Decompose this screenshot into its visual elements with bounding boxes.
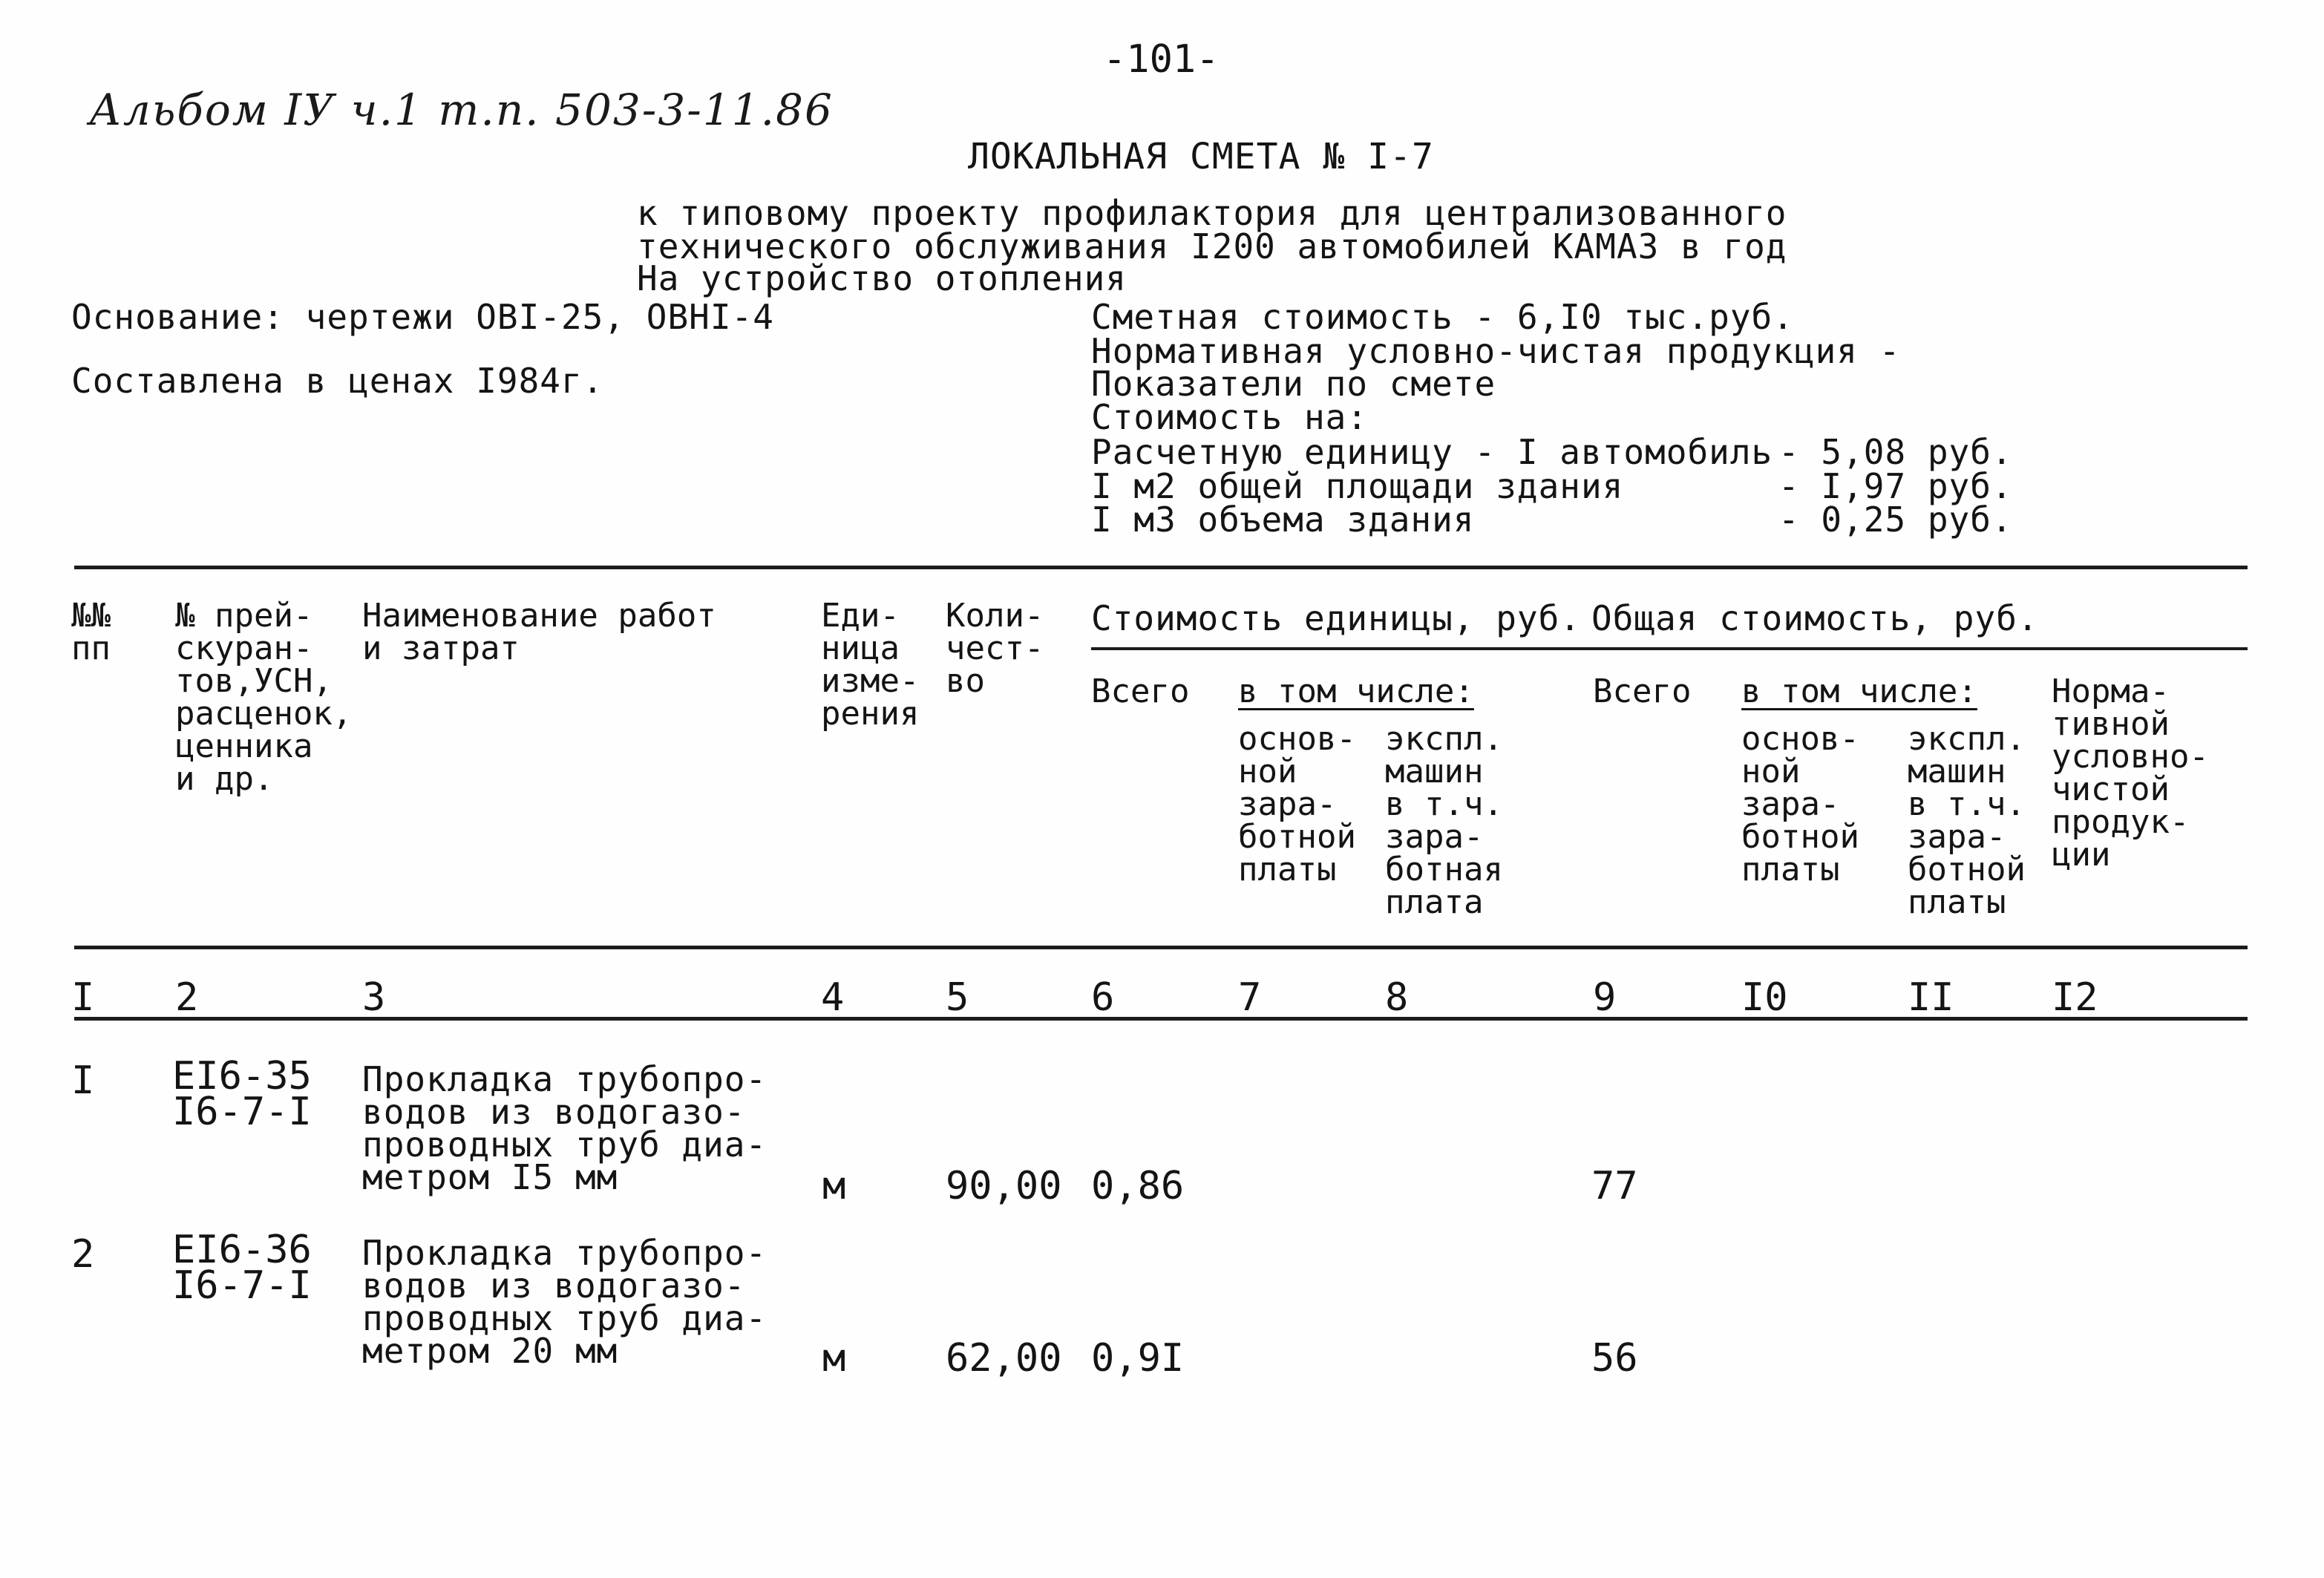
subtitle-line-3: На устройство отопления bbox=[637, 258, 1127, 298]
header-work-name: Наименование работ и затрат bbox=[362, 597, 716, 667]
table-top-rule bbox=[74, 566, 2248, 569]
row-price-code: EI6-36 I6-7-I bbox=[172, 1228, 312, 1308]
row-number: 2 bbox=[71, 1232, 95, 1277]
col-number-3: 3 bbox=[362, 975, 386, 1020]
header-unit-machines: экспл. машин в т.ч. зара- ботная плата bbox=[1385, 720, 1503, 921]
row-number: I bbox=[71, 1058, 95, 1103]
indicator-label-per-car: Расчетную единицу - I автомобиль bbox=[1091, 432, 1773, 472]
col-number-8: 8 bbox=[1385, 975, 1409, 1020]
col-number-9: 9 bbox=[1593, 975, 1617, 1020]
col-number-12: I2 bbox=[2052, 975, 2098, 1020]
indicator-value-per-car: - 5,08 руб. bbox=[1778, 432, 2013, 472]
basis-line: Основание: чертежи ОВI-25, ОВНI-4 bbox=[71, 297, 774, 337]
indicator-value-per-m3: - 0,25 руб. bbox=[1778, 500, 2013, 540]
col-number-7: 7 bbox=[1238, 975, 1262, 1020]
handwritten-album-note: Альбом IУ ч.1 т.п. 503-3-11.86 bbox=[89, 85, 834, 135]
row-overall-total: 56 bbox=[1591, 1336, 1638, 1381]
header-overall-machines: экспл. машин в т.ч. зара- ботной платы bbox=[1908, 720, 2026, 921]
estimated-cost: Сметная стоимость - 6,I0 тыс.руб. bbox=[1091, 297, 1794, 337]
header-unit: Еди- ница изме- рения bbox=[821, 597, 920, 733]
header-overall-including: в том числе: bbox=[1741, 672, 1977, 710]
indicator-value-per-m2: - I,97 руб. bbox=[1778, 466, 2013, 506]
col-number-5: 5 bbox=[946, 975, 969, 1020]
page-number: -101- bbox=[1103, 37, 1220, 82]
row-quantity: 90,00 bbox=[946, 1164, 1062, 1208]
header-total-cost: Общая стоимость, руб. bbox=[1591, 598, 2039, 638]
row-price-code: EI6-35 I6-7-I bbox=[172, 1054, 312, 1134]
normative-product: Нормативная условно-чистая продукция - bbox=[1091, 331, 1901, 371]
subtitle-line-1: к типовому проекту профилактория для централизованного bbox=[637, 193, 1787, 233]
col-number-2: 2 bbox=[175, 975, 199, 1020]
header-bottom-rule bbox=[74, 946, 2248, 949]
header-quantity: Коли- чест- во bbox=[946, 597, 1044, 700]
row-unit: м bbox=[822, 1164, 846, 1208]
header-unit-total: Всего bbox=[1091, 672, 1190, 710]
col-number-11: II bbox=[1908, 975, 1954, 1020]
col-number-10: I0 bbox=[1741, 975, 1788, 1020]
indicator-label-per-m3: I м3 объема здания bbox=[1091, 500, 1475, 540]
col-number-1: I bbox=[71, 975, 95, 1020]
document-title: ЛОКАЛЬНАЯ СМЕТА № I-7 bbox=[968, 136, 1434, 177]
row-work-name: Прокладка трубопро- водов из водогазо- проводных труб диа- метром 20 мм bbox=[362, 1233, 767, 1371]
header-row-number: №№ пп bbox=[71, 597, 111, 667]
indicator-label-per-m2: I м2 общей площади здания bbox=[1091, 466, 1624, 506]
col-number-6: 6 bbox=[1091, 975, 1115, 1020]
subtitle-line-2: технического обслуживания I200 автомобилей КАМАЗ в год bbox=[637, 226, 1787, 266]
cost-header-rule bbox=[1091, 647, 2248, 650]
row-quantity: 62,00 bbox=[946, 1336, 1062, 1381]
header-unit-cost: Стоимость единицы, руб. bbox=[1091, 598, 1581, 638]
header-price-code: № прей- скуран- тов,УСН, расценок, ценника и др. bbox=[175, 597, 353, 798]
prices-line: Составлена в ценах I984г. bbox=[71, 361, 604, 401]
header-unit-base-salary: основ- ной зара- ботной платы bbox=[1238, 720, 1356, 888]
col-number-4: 4 bbox=[821, 975, 845, 1020]
header-overall-base-salary: основ- ной зара- ботной платы bbox=[1741, 720, 1859, 888]
row-work-name: Прокладка трубопро- водов из водогазо- проводных труб диа- метром I5 мм bbox=[362, 1059, 767, 1197]
row-overall-total: 77 bbox=[1591, 1164, 1638, 1208]
header-overall-total: Всего bbox=[1593, 672, 1692, 710]
indicators-label: Показатели по смете bbox=[1091, 364, 1496, 404]
row-unit-total: 0,86 bbox=[1091, 1164, 1185, 1208]
row-unit: м bbox=[822, 1336, 846, 1381]
header-unit-including: в том числе: bbox=[1238, 672, 1474, 710]
cost-on-label: Стоимость на: bbox=[1091, 397, 1369, 437]
row-unit-total: 0,9I bbox=[1091, 1336, 1185, 1381]
header-normative-product: Норма- тивной условно- чистой продук- ции bbox=[2052, 672, 2209, 874]
